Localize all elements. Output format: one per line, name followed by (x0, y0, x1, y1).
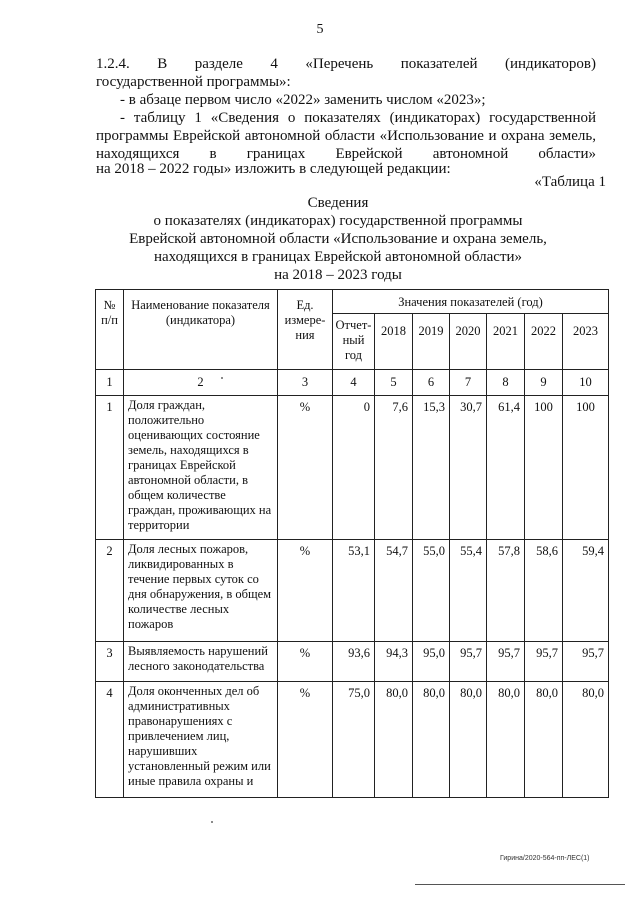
row-value: 7,6 (375, 396, 413, 540)
row-value: 57,8 (487, 540, 525, 642)
header-year: 2021 (487, 314, 525, 370)
footer-line (415, 884, 625, 885)
paragraph-line: - таблицу 1 «Сведения о показателях (индикаторах) государственной (120, 110, 596, 126)
row-num: 3 (96, 642, 124, 682)
row-unit: % (278, 642, 333, 682)
scan-speck (211, 821, 213, 823)
column-number: 5 (375, 370, 413, 396)
column-number: 7 (450, 370, 487, 396)
indicators-table (95, 289, 609, 798)
row-name: Доля граждан, положительно оценивающих состояние земель, находящихся в границах Еврейской автономной области, в общем количестве граждан, проживающих на территории (124, 396, 278, 540)
footer-code: Гирина/2020-564-пп-ЛЕС(1) (500, 855, 590, 862)
header-year: 2018 (375, 314, 413, 370)
table-reference: «Таблица 1 (534, 174, 606, 190)
paragraph-line: государственной программы»: (96, 74, 291, 90)
column-number: 1 (96, 370, 124, 396)
row-value: 80,0 (450, 682, 487, 798)
row-value: 61,4 (487, 396, 525, 540)
row-value: 95,7 (450, 642, 487, 682)
paragraph-line: на 2018 – 2022 годы» изложить в следующей редакции: (96, 161, 451, 177)
table-row (96, 642, 609, 682)
table-title (0, 194, 640, 284)
row-name: Выявляемость нарушений лесного законодательства (124, 642, 278, 682)
header-year: 2023 (563, 314, 609, 370)
column-number: 10 (563, 370, 609, 396)
row-value: 100 (563, 396, 609, 540)
header-year: Отчет-ный год (333, 314, 375, 370)
row-value: 80,0 (563, 682, 609, 798)
row-value: 95,7 (563, 642, 609, 682)
column-number: 8 (487, 370, 525, 396)
row-value: 55,0 (413, 540, 450, 642)
row-value: 55,4 (450, 540, 487, 642)
row-unit: % (278, 396, 333, 540)
row-value: 75,0 (333, 682, 375, 798)
row-value: 58,6 (525, 540, 563, 642)
row-value: 94,3 (375, 642, 413, 682)
row-num: 4 (96, 682, 124, 798)
row-name: Доля оконченных дел об административных правонарушениях с привлечением лиц, нарушивших установленный режим или иные правила охраны и (124, 682, 278, 798)
column-number: 2 (124, 370, 278, 396)
column-numbers-row (96, 370, 609, 396)
row-value: 54,7 (375, 540, 413, 642)
header-year: 2022 (525, 314, 563, 370)
row-value: 93,6 (333, 642, 375, 682)
column-number: 3 (278, 370, 333, 396)
table-title-line: на 2018 – 2023 годы (274, 267, 402, 283)
paragraph-line: программы Еврейской автономной области «Использование и охрана земель, (96, 128, 596, 144)
page-number: 5 (316, 22, 324, 37)
row-value: 80,0 (375, 682, 413, 798)
table-row (96, 396, 609, 540)
header-year: 2019 (413, 314, 450, 370)
table-row (96, 540, 609, 642)
row-value: 80,0 (525, 682, 563, 798)
paragraph-line: находящихся в границах Еврейской автономной области» (96, 146, 596, 162)
row-value: 59,4 (563, 540, 609, 642)
row-value: 80,0 (487, 682, 525, 798)
row-value: 100 (525, 396, 563, 540)
row-value: 95,7 (525, 642, 563, 682)
scan-speck (221, 377, 223, 379)
column-number: 4 (333, 370, 375, 396)
row-unit: % (278, 540, 333, 642)
row-num: 1 (96, 396, 124, 540)
row-value: 80,0 (413, 682, 450, 798)
header-unit: Ед. измере-ния (278, 290, 333, 370)
table-title-line: находящихся в границах Еврейской автономной области» (153, 249, 523, 265)
header-name: Наименование показателя (индикатора) (124, 290, 278, 370)
table-title-line: Сведения (307, 195, 369, 211)
row-unit: % (278, 682, 333, 798)
row-value: 95,0 (413, 642, 450, 682)
header-num: № п/п (96, 290, 124, 370)
row-value: 95,7 (487, 642, 525, 682)
row-value: 0 (333, 396, 375, 540)
row-value: 53,1 (333, 540, 375, 642)
paragraph-line: 1.2.4. В разделе 4 «Перечень показателей (индикаторов) (96, 56, 596, 72)
row-name: Доля лесных пожаров, ликвидированных в течение первых суток со дня обнаружения, в общем количестве лесных пожаров (124, 540, 278, 642)
table-title-line: Еврейской автономной области «Использование и охрана земель, (129, 231, 547, 247)
row-value: 15,3 (413, 396, 450, 540)
header-year: 2020 (450, 314, 487, 370)
row-num: 2 (96, 540, 124, 642)
header-values-group: Значения показателей (год) (333, 290, 609, 314)
column-number: 6 (413, 370, 450, 396)
column-number: 9 (525, 370, 563, 396)
table-title-line: о показателях (индикаторах) государственной программы (153, 213, 523, 229)
row-value: 30,7 (450, 396, 487, 540)
table-row (96, 682, 609, 798)
paragraph-line: - в абзаце первом число «2022» заменить числом «2023»; (120, 92, 486, 108)
